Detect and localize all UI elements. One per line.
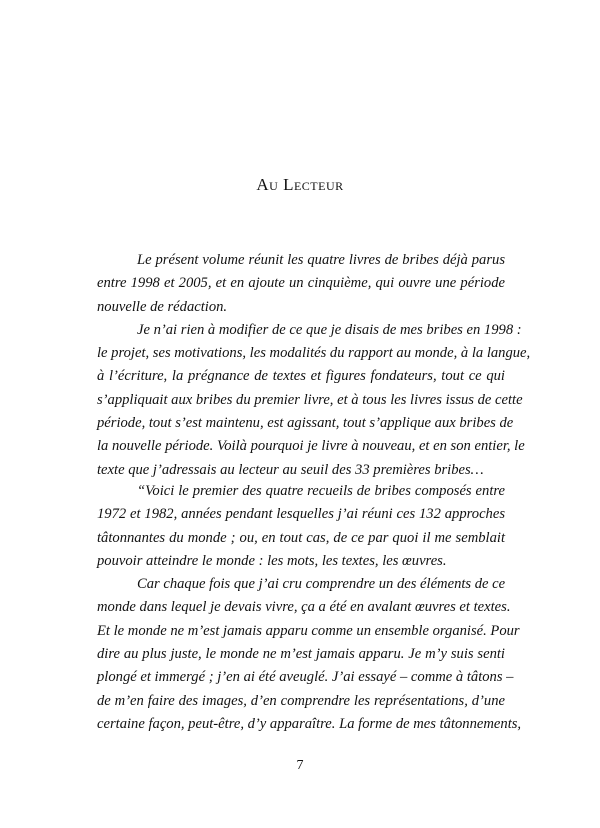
text-line: la nouvelle période. Voilà pourquoi je livre à nouveau, et en son entier, le — [97, 438, 525, 455]
page-number: 7 — [296, 758, 304, 773]
text-line: plongé et immergé ; j’en ai été aveuglé. J’ai essayé – comme à tâtons – — [97, 669, 514, 686]
text-line: nouvelle de rédaction. — [97, 298, 228, 315]
text-line: Et le monde ne m’est jamais apparu comme un ensemble organisé. Pour — [97, 622, 520, 639]
text-line: texte que j’adressais au lecteur au seuil des 33 premières bribes… — [97, 461, 484, 478]
text-line: 1972 et 1982, années pendant lesquelles j’ai réuni ces 132 approches — [97, 506, 505, 523]
text-line: s’appliquait aux bribes du premier livre, et à tous les livres issus de cette — [97, 391, 523, 408]
text-line: entre 1998 et 2005, et en ajoute un cinquième, qui ouvre une période — [97, 275, 505, 292]
text-line: pouvoir atteindre le monde : les mots, les textes, les œuvres. — [97, 552, 447, 569]
text-line: le projet, ses motivations, les modalités du rapport au monde, à la langue, — [97, 345, 531, 362]
text-line: à l’écriture, la prégnance de textes et figures fondateurs, tout ce qui — [97, 368, 505, 385]
text-line: de m’en faire des images, d’en comprendre les représentations, d’une — [97, 692, 505, 709]
text-line: “Voici le premier des quatre recueils de bribes composés entre — [137, 483, 505, 499]
text-line: monde dans lequel je devais vivre, ça a été en avalant œuvres et textes. — [97, 599, 511, 616]
text-line: Car chaque fois que j’ai cru comprendre un des éléments de ce — [137, 576, 506, 593]
text-line: dire au plus juste, le monde ne m’est jamais apparu. Je m’y suis senti — [97, 646, 505, 663]
text-line: tâtonnantes du monde ; ou, en tout cas, de ce par quoi il me semblait — [97, 529, 505, 546]
text-line: période, tout s’est maintenu, est agissant, tout s’applique aux bribes de — [97, 415, 514, 432]
paragraph-block-intro — [97, 249, 531, 482]
text-line: certaine façon, peut-être, d’y apparaître. La forme de mes tâtonnements, — [97, 715, 522, 732]
text-line: Le présent volume réunit les quatre livres de bribes déjà parus — [137, 252, 505, 268]
paragraph-block-quote — [97, 480, 522, 736]
text-line: Je n’ai rien à modifier de ce que je disais de mes bribes en 1998 : — [137, 321, 522, 338]
chapter-title: Au Lecteur — [256, 175, 344, 194]
